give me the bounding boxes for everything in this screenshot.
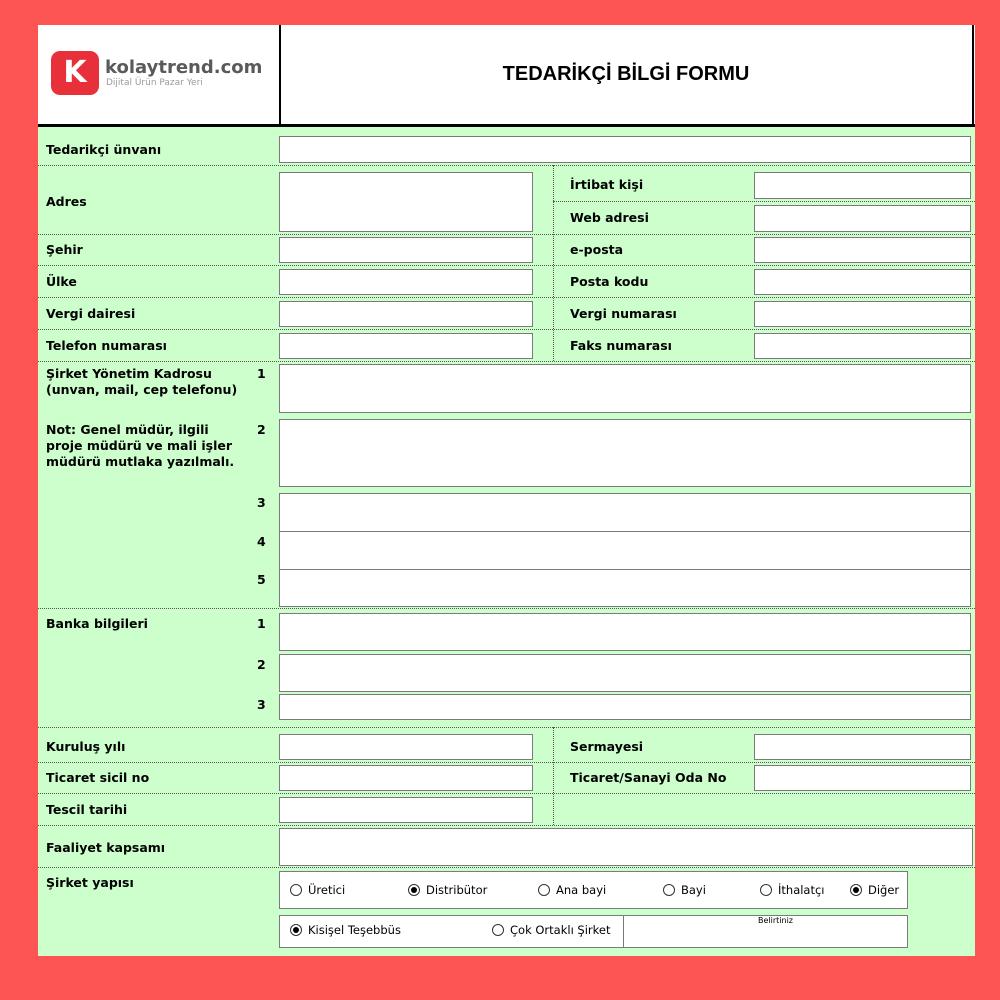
input-yonetim-4[interactable] bbox=[279, 531, 971, 571]
radio-icon[interactable] bbox=[290, 884, 302, 896]
label-yonetim-kadrosu: Şirket Yönetim Kadrosu bbox=[46, 366, 212, 381]
brand-name: kolaytrend.com bbox=[105, 57, 263, 78]
input-adres[interactable] bbox=[279, 172, 533, 232]
input-vergi-numarasi[interactable] bbox=[754, 301, 971, 327]
input-yonetim-1[interactable] bbox=[279, 364, 971, 413]
row-separator bbox=[38, 297, 975, 298]
radio-icon[interactable] bbox=[492, 924, 504, 936]
brand-tagline: Dijital Ürün Pazar Yeri bbox=[106, 78, 203, 88]
note-line: Not: Genel müdür, ilgili bbox=[46, 422, 209, 437]
input-yonetim-2[interactable] bbox=[279, 419, 971, 487]
row-separator bbox=[38, 361, 975, 362]
input-sermayesi[interactable] bbox=[754, 734, 971, 760]
label-web-adresi: Web adresi bbox=[570, 210, 649, 225]
input-web-adresi[interactable] bbox=[754, 205, 971, 232]
label-sermayesi: Sermayesi bbox=[570, 739, 644, 754]
option-kisisel-tesebbus[interactable]: Kisişel Teşebbüs bbox=[290, 923, 401, 937]
input-tescil-tarihi[interactable] bbox=[279, 797, 533, 823]
label-ticaret-sicil: Ticaret sicil no bbox=[46, 770, 150, 785]
label-banka-bilgileri: Banka bilgileri bbox=[46, 616, 148, 631]
option-diger[interactable]: Diğer bbox=[850, 883, 899, 897]
option-cok-ortakli-sirket[interactable]: Çok Ortaklı Şirket bbox=[492, 923, 610, 937]
column-separator bbox=[553, 165, 554, 361]
label-faks: Faks numarası bbox=[570, 338, 672, 353]
label-ulke: Ülke bbox=[46, 274, 77, 289]
row-separator bbox=[38, 867, 975, 868]
input-posta-kodu[interactable] bbox=[754, 269, 971, 295]
row-separator bbox=[38, 165, 975, 166]
input-ticaret-sicil[interactable] bbox=[279, 765, 533, 791]
form-sheet bbox=[38, 25, 975, 956]
label-sehir: Şehir bbox=[46, 242, 83, 257]
row-separator bbox=[38, 329, 975, 330]
row-separator bbox=[553, 201, 975, 202]
label-tescil-tarihi: Tescil tarihi bbox=[46, 802, 128, 817]
label-vergi-numarasi: Vergi numarası bbox=[570, 306, 677, 321]
input-vergi-dairesi[interactable] bbox=[279, 301, 533, 327]
form-title: TEDARİKÇİ BİLGİ FORMU bbox=[502, 63, 750, 85]
option-ana-bayi[interactable]: Ana bayi bbox=[538, 883, 606, 897]
option-bayi[interactable]: Bayi bbox=[663, 883, 706, 897]
radio-icon[interactable] bbox=[760, 884, 772, 896]
header-bottom-border bbox=[38, 124, 975, 127]
row-separator bbox=[38, 608, 975, 609]
row-separator bbox=[38, 793, 975, 794]
label-faaliyet-kapsami: Faaliyet kapsamı bbox=[46, 840, 166, 855]
logo-k-icon: K bbox=[63, 55, 87, 90]
label-oda-no: Ticaret/Sanayi Oda No bbox=[570, 770, 727, 785]
note-line: müdürü mutlaka yazılmalı. bbox=[46, 454, 235, 469]
label-kurulus-yili: Kuruluş yılı bbox=[46, 739, 126, 754]
radio-icon[interactable] bbox=[850, 884, 862, 896]
label-sirket-yapisi: Şirket yapısı bbox=[46, 875, 134, 890]
label-telefon: Telefon numarası bbox=[46, 338, 167, 353]
row-number: 2 bbox=[257, 657, 266, 672]
row-number: 2 bbox=[257, 422, 266, 437]
input-kurulus-yili[interactable] bbox=[279, 734, 533, 760]
label-irtibat-kisi: İrtibat kişi bbox=[570, 177, 644, 192]
option-uretici[interactable]: Üretici bbox=[290, 883, 345, 897]
row-separator bbox=[38, 234, 975, 235]
radio-icon[interactable] bbox=[290, 924, 302, 936]
input-sehir[interactable] bbox=[279, 237, 533, 263]
input-yonetim-3[interactable] bbox=[279, 493, 971, 533]
row-number: 4 bbox=[257, 534, 266, 549]
brand-logo bbox=[51, 51, 99, 95]
column-separator bbox=[553, 727, 554, 825]
label-adres: Adres bbox=[46, 194, 87, 209]
input-faks[interactable] bbox=[754, 333, 971, 359]
row-number: 1 bbox=[257, 366, 266, 381]
input-ulke[interactable] bbox=[279, 269, 533, 295]
label-vergi-dairesi: Vergi dairesi bbox=[46, 306, 136, 321]
label-yonetim-kadrosu-detail: (unvan, mail, cep telefonu) bbox=[46, 382, 238, 397]
row-separator bbox=[38, 762, 975, 763]
input-irtibat-kisi[interactable] bbox=[754, 172, 971, 199]
label-eposta: e-posta bbox=[570, 242, 624, 257]
row-separator bbox=[38, 727, 975, 728]
header-right-border bbox=[972, 25, 974, 125]
input-banka-3[interactable] bbox=[279, 694, 971, 720]
input-tedarikci-unvani[interactable] bbox=[279, 136, 971, 163]
option-distributor[interactable]: Distribütor bbox=[408, 883, 487, 897]
row-number: 3 bbox=[257, 697, 266, 712]
option-ithalatci[interactable]: İthalatçı bbox=[760, 883, 825, 897]
row-number: 1 bbox=[257, 616, 266, 631]
input-telefon[interactable] bbox=[279, 333, 533, 359]
radio-icon[interactable] bbox=[408, 884, 420, 896]
row-number: 3 bbox=[257, 495, 266, 510]
input-banka-2[interactable] bbox=[279, 654, 971, 692]
input-banka-1[interactable] bbox=[279, 613, 971, 651]
input-yonetim-5[interactable] bbox=[279, 569, 971, 607]
radio-icon[interactable] bbox=[663, 884, 675, 896]
radio-icon[interactable] bbox=[538, 884, 550, 896]
input-oda-no[interactable] bbox=[754, 765, 971, 791]
note-line: proje müdürü ve mali işler bbox=[46, 438, 233, 453]
input-eposta[interactable] bbox=[754, 237, 971, 263]
label-tedarikci-unvani: Tedarikçi ünvanı bbox=[46, 142, 162, 157]
row-number: 5 bbox=[257, 572, 266, 587]
belirtiniz-label: Belirtiniz bbox=[758, 916, 793, 925]
row-separator bbox=[38, 265, 975, 266]
label-posta-kodu: Posta kodu bbox=[570, 274, 649, 289]
input-faaliyet-kapsami[interactable] bbox=[279, 828, 973, 866]
row-separator bbox=[38, 825, 975, 826]
